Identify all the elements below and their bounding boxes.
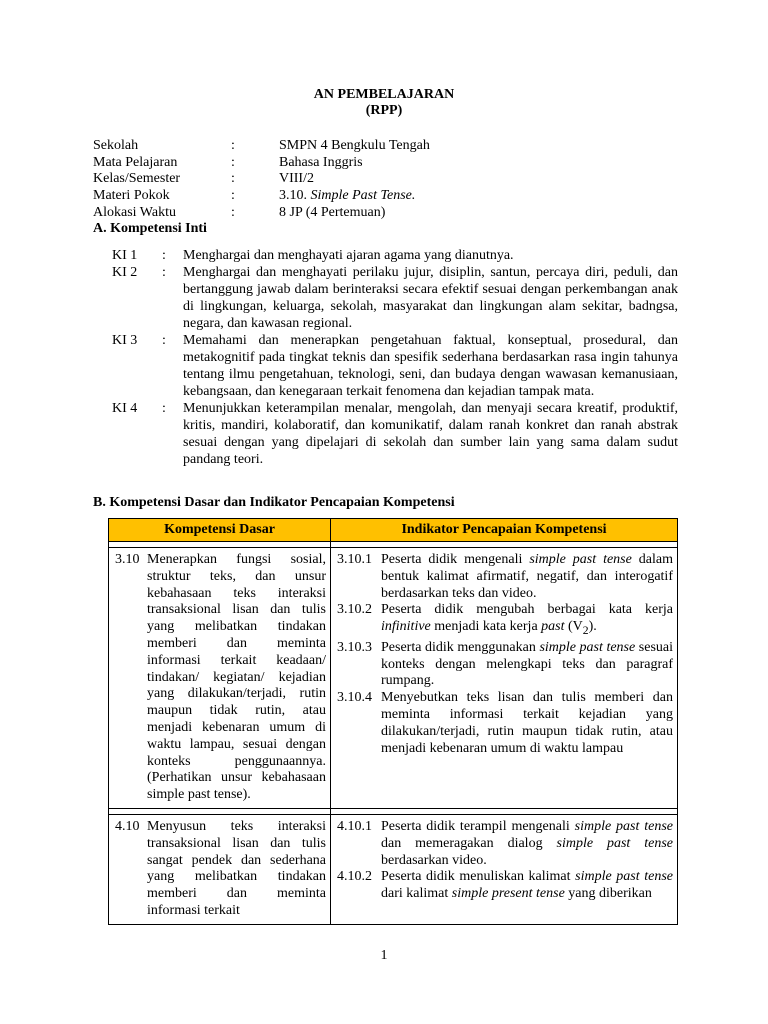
ki-item	[112, 400, 678, 468]
indicator-italic-term: simple present tense	[451, 886, 565, 902]
ki-item	[112, 332, 678, 400]
indicator-text-part: menjadi kata kerja	[430, 619, 542, 635]
header-kompetensi-dasar: Kompetensi Dasar	[109, 519, 331, 542]
info-row	[93, 155, 579, 172]
indicator-italic-term: simple past tense	[529, 552, 632, 567]
info-colon: :	[231, 154, 235, 170]
header-indikator: Indikator Pencapaian Kompetensi	[331, 519, 678, 542]
document-title	[0, 87, 768, 119]
kd-cell	[109, 548, 331, 809]
ki-text: Menghargai dan menghayati perilaku jujur, disiplin, santun, percaya diri, peduli, dan bertanggung jawab dalam berinteraksi secara efektif sesuai dengan perkembangan anak di lingkungan, keluarga, sekolah, masyarakat dan lingkungan alam sekitar, badngsa, negara, dan kawasan regional.	[183, 265, 678, 331]
indicator-number: 4.10.1	[337, 818, 372, 834]
indicator-text	[381, 869, 673, 903]
indicator-number: 3.10.1	[337, 552, 372, 567]
info-label: Alokasi Waktu	[93, 204, 176, 220]
info-row	[93, 171, 579, 188]
ki-text: Memahami dan menerapkan pengetahuan faktual, konseptual, prosedural, dan metakognitif pada tingkat teknis dan spesifik sederhana berdasarkan rasa ingin tahunya tentang ilmu pengetahuan, teknologi, seni, dan budaya dengan wawasan kemanusiaan, kebangsaan, dan kenegaraan terkait fenomena dan kejadian tampak mata.	[183, 333, 678, 399]
ki-text: Menunjukkan keterampilan menalar, mengolah, dan menyaji secara kreatif, produktif, kritis, mandiri, kolaboratif, dan komunikatif, dalam ranah konkret dan ranah abstrak sesuai dengan yang dipelajari di sekolah dan sumber lain yang sama dalam sudut pandang teori.	[183, 401, 678, 467]
indicator-subscript: 2	[582, 623, 589, 637]
info-colon: :	[231, 204, 235, 220]
indicator-text-part: dari kalimat	[381, 886, 452, 902]
info-row	[93, 205, 579, 222]
info-label: Kelas/Semester	[93, 171, 181, 187]
info-row	[93, 188, 579, 205]
indicator-italic-term: simple past tense	[575, 869, 673, 885]
indicator-item	[337, 690, 673, 757]
ki-item	[112, 247, 678, 264]
indicator-text-part: Peserta didik terampil mengenali	[381, 818, 575, 834]
info-value: VIII/2	[279, 171, 314, 187]
indicator-italic-term: simple past tense	[556, 835, 674, 851]
ki-code: KI 3	[112, 333, 138, 348]
indicator-text	[381, 552, 673, 602]
indicator-text	[381, 640, 673, 690]
indicator-italic-term: simple past tense	[539, 639, 636, 655]
kd-number: 3.10	[115, 552, 140, 567]
info-colon: :	[231, 188, 235, 204]
identity-block	[93, 138, 579, 222]
kd-number: 4.10	[115, 818, 140, 834]
table-row	[109, 548, 678, 809]
ki-code: KI 2	[112, 265, 138, 280]
kd-item	[115, 819, 326, 920]
kd-item	[115, 552, 326, 804]
info-row	[93, 138, 579, 155]
ki-separator: :	[162, 401, 166, 416]
indicator-number: 3.10.2	[337, 602, 372, 618]
indicator-item	[337, 602, 673, 639]
info-value: SMPN 4 Bengkulu Tengah	[279, 138, 430, 153]
table-row	[109, 814, 678, 924]
ki-separator: :	[162, 265, 166, 280]
indicator-text	[381, 602, 673, 639]
title-line-1: AN PEMBELAJARAN	[313, 87, 455, 102]
ki-item	[112, 264, 678, 332]
indicator-text-part: (V	[564, 619, 583, 635]
ki-separator: :	[162, 248, 166, 263]
indicator-italic-term: past	[541, 619, 565, 635]
info-colon: :	[231, 138, 235, 153]
table-header-row	[109, 519, 678, 542]
indicator-text-part: dan memeragakan dialog	[381, 835, 557, 851]
indicator-italic-term: infinitive	[381, 619, 431, 635]
indicator-text-part: Peserta didik mengenali	[381, 552, 530, 567]
kd-text: Menyusun teks interaksi transaksional lisan dan tulis sangat pendek dan sederhana yang melibatkan tindakan memberi dan meminta informasi terkait	[147, 818, 326, 918]
indicator-text-part: sesuai konteks dengan melengkapi teks dan paragraf rumpang.	[381, 639, 673, 689]
indicator-cell	[331, 548, 678, 809]
indicator-item	[337, 552, 673, 602]
kompetensi-inti-list	[112, 247, 678, 468]
indicator-text-part: dalam bentuk kalimat afirmatif, negatif, dan interogatif berdasarkan teks dan video.	[381, 552, 673, 601]
info-value: 8 JP (4 Pertemuan)	[279, 204, 386, 220]
ki-separator: :	[162, 333, 166, 348]
page-number: 1	[380, 948, 388, 963]
indicator-text-part: Peserta didik menuliskan kalimat	[381, 869, 576, 885]
info-value-italic: Simple Past Tense.	[310, 188, 416, 204]
indicator-item	[337, 640, 673, 690]
section-b-heading: B. Kompetensi Dasar dan Indikator Pencapaian Kompetensi	[93, 495, 455, 510]
indicator-text-part: Menyebutkan teks lisan dan tulis memberi dan meminta informasi terkait kejadian yang dilakukan/terjadi, rutin maupun tidak rutin, atau menjadi kebenaran umum di waktu lampau	[381, 690, 673, 756]
ki-code: KI 4	[112, 401, 138, 416]
section-a-heading: A. Kompetensi Inti	[93, 221, 207, 236]
kd-text: Menerapkan fungsi sosial, struktur teks, dan unsur kebahasaan teks interaksi transaksional lisan dan tulis yang melibatkan tindakan memberi dan meminta informasi terkait keadaan/ tindakan/ kegiatan/ kejadian yang dilakukan/terjadi, rutin maupun tidak rutin, atau menjadi kebenaran umum di waktu lampau, sesuai dengan konteks penggunaannya. (Perhatikan unsur kebahasaan simple past tense).	[147, 552, 326, 803]
indicator-item	[337, 819, 673, 869]
table-body	[109, 548, 678, 925]
indicator-item	[337, 869, 673, 903]
indicator-text	[381, 819, 673, 869]
indicator-cell	[331, 814, 678, 924]
indicator-text-part: yang diberikan	[564, 886, 652, 902]
indicator-text-part: berdasarkan video.	[381, 852, 487, 868]
indicator-italic-term: simple past tense	[574, 818, 674, 834]
competency-table	[108, 518, 678, 925]
title-line-2: (RPP)	[365, 103, 403, 118]
indicator-text	[381, 690, 673, 757]
ki-text: Menghargai dan menghayati ajaran agama yang dianutnya.	[183, 248, 514, 263]
info-colon: :	[231, 171, 235, 187]
indicator-text-part: ).	[588, 619, 597, 635]
ki-code: KI 1	[112, 248, 138, 263]
info-label: Sekolah	[93, 138, 139, 153]
indicator-number: 3.10.4	[337, 690, 372, 706]
indicator-text-part: Peserta didik mengubah berbagai kata kerja	[381, 602, 673, 618]
info-value: Bahasa Inggris	[279, 154, 363, 170]
info-label: Mata Pelajaran	[93, 154, 178, 170]
info-value	[279, 188, 579, 205]
indicator-text-part: Peserta didik menggunakan	[381, 639, 540, 655]
indicator-number: 3.10.3	[337, 639, 372, 655]
kd-cell	[109, 814, 331, 924]
info-label: Materi Pokok	[93, 188, 170, 204]
indicator-number: 4.10.2	[337, 869, 372, 885]
info-value-prefix: 3.10.	[279, 188, 311, 204]
